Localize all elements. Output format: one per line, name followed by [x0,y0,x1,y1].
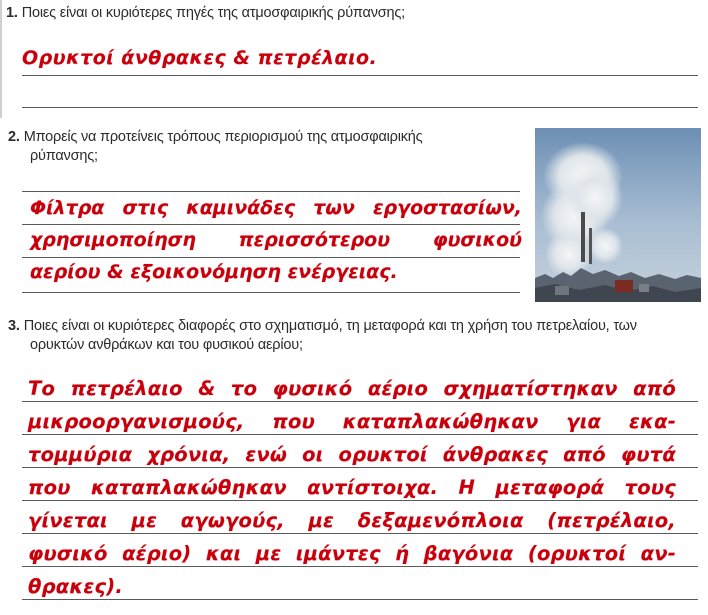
question-2 [8,128,422,166]
answer-3-line: φυσικό αέριο) και με ιμάντες ή βαγόνια (ορυκτοί αν- [28,542,676,565]
answer-line [22,292,520,293]
answer-1-line: Ορυκτοί άνθρακες & πετρέλαιο. [22,47,378,69]
answer-3-line: που καταπλακώθηκαν αντίστοιχα. Η μεταφορά τους [28,476,676,499]
answer-2 [30,192,522,288]
question-1-number: 1. [6,5,18,21]
answer-3-line: τομμύρια χρόνια, ενώ οι ορυκτοί άνθρακες από φυτά [28,443,676,466]
question-2-text-line: ρύπανσης; [30,148,98,164]
answer-1 [22,47,377,69]
answer-3-line: Το πετρέλαιο & το φυσικό αέριο σχηματίστηκαν από [28,377,676,400]
page-edge [0,0,2,118]
answer-3-line: γίνεται με αγωγούς, με δεξαμενόπλοια (πετρέλαιο, [28,509,676,532]
answer-3 [28,372,676,603]
industrial-smoke-photo [535,128,701,302]
answer-3-line: θρακες). [28,575,123,598]
question-3-text-line: ορυκτών ανθράκων και του φυσικού αερίου; [30,337,303,353]
answer-3-line: μικροοργανισμούς, που καταπλακώθηκαν για εκα- [28,410,676,433]
question-2-number: 2. [8,129,20,145]
question-1-text: Ποιες είναι οι κυριότερες πηγές της ατμοσφαιρικής ρύπανσης; [21,5,405,21]
answer-2-line: αερίου & εξοικονόμηση ενέργειας. [30,261,398,283]
answer-line [22,107,698,108]
answer-2-line: Φίλτρα στις καμινάδες των εργοστασίων, [30,197,522,219]
question-2-text-line: Μπορείς να προτείνεις τρόπους περιορισμού της ατμοσφαιρικής [23,129,423,145]
answer-line [22,75,698,76]
question-1 [6,4,405,23]
answer-2-line: χρησιμοποίηση περισσότερου φυσικού [30,229,522,251]
question-3-text-line: Ποιες είναι οι κυριότερες διαφορές στο σχηματισμό, τη μεταφορά και τη χρήση του πετρελαίου, των [23,318,637,334]
question-3 [8,317,637,355]
question-3-number: 3. [8,318,20,334]
